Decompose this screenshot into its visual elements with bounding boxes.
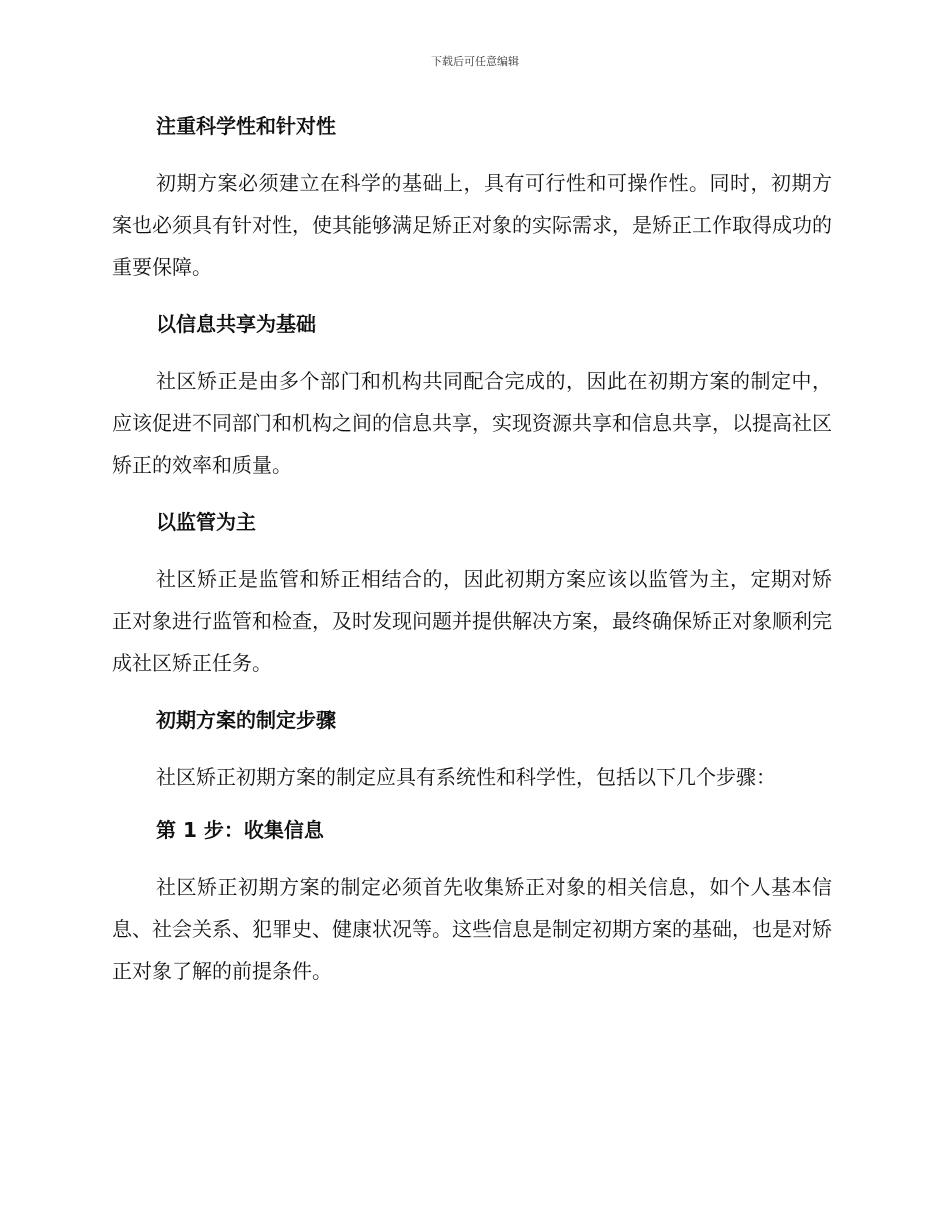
section-paragraph: 社区矫正是由多个部门和机构共同配合完成的，因此在初期方案的制定中，应该促进不同部门和机构之间的信息共享，实现资源共享和信息共享，以提高社区矫正的效率和质量。: [112, 369, 832, 477]
page-header: 下载后可任意编辑: [431, 55, 519, 68]
section-heading: 注重科学性和针对性: [156, 114, 336, 138]
section-paragraph: 社区矫正是监管和矫正相结合的，因此初期方案应该以监管为主，定期对矫正对象进行监管和检查，及时发现问题并提供解决方案，最终确保矫正对象顺利完成社区矫正任务。: [112, 567, 832, 675]
section-paragraph: 社区矫正初期方案的制定应具有系统性和科学性，包括以下几个步骤：: [156, 765, 776, 789]
section-paragraph: 初期方案必须建立在科学的基础上，具有可行性和可操作性。同时，初期方案也必须具有针对性，使其能够满足矫正对象的实际需求，是矫正工作取得成功的重要保障。: [112, 171, 832, 279]
section-heading: 以信息共享为基础: [156, 312, 316, 336]
document-body: [112, 110, 832, 1012]
section-heading: 初期方案的制定步骤: [156, 708, 336, 732]
section-paragraph: 社区矫正初期方案的制定必须首先收集矫正对象的相关信息，如个人基本信息、社会关系、犯罪史、健康状况等。这些信息是制定初期方案的基础，也是对矫正对象了解的前提条件。: [112, 875, 832, 983]
section-heading: 第 1 步：收集信息: [156, 818, 324, 842]
section-heading: 以监管为主: [156, 510, 256, 534]
